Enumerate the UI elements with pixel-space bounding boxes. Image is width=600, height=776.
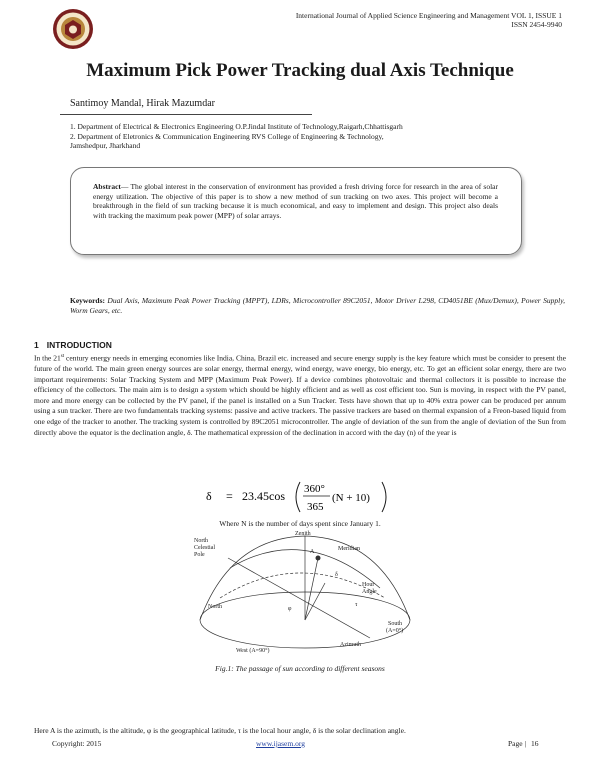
- footer-page: [508, 739, 538, 748]
- svg-text:=: =: [226, 489, 233, 503]
- formula-tail: (N + 10): [332, 492, 370, 504]
- intro-paragraph: [34, 352, 566, 438]
- footer-copyright: Copyright: 2015: [52, 739, 102, 748]
- journal-name: International Journal of Applied Science Engineering and Management VOL 1, ISSUE 1: [295, 11, 562, 20]
- abstract-label: Abstract: [93, 182, 121, 191]
- polar-axis: [228, 558, 370, 638]
- section-number: 1: [34, 340, 39, 350]
- sun-path-arc: [220, 573, 385, 598]
- sun-marker: [316, 556, 321, 561]
- formula-numerator: 360°: [304, 483, 325, 495]
- label-hour-angle-2: Angle: [362, 589, 377, 595]
- label-delta: δ: [335, 572, 338, 578]
- footer-url-link[interactable]: www.ijasem.org: [256, 739, 305, 748]
- figure-caption: Fig.1: The passage of sun according to different seasons: [215, 664, 385, 673]
- intro-superscript: st: [60, 354, 65, 359]
- journal-logo: [52, 8, 94, 50]
- sun-path-diagram: [190, 528, 420, 658]
- star-line: [305, 558, 318, 620]
- formula-caption: Where N is the number of days spent since January 1.: [219, 519, 381, 528]
- intro-text: century energy needs in emerging economies like India, China, Brazil etc. increased and secure energy supply is the key feature which must be consider to present the future of the world. The main green energy sources are solar energy, thermal energy, wind energy, wave energy, bio energy, etc. To get an efficient solar energy, there are two important requirements: Solar Tracking System and MPP (Maximum Peak Power). If a device combines photovoltaic and thermal collectors it is possible to increase the efficiency of the collectors. The main aim is to design a system which should be highly efficient and as well as cost efficient too. Sun is moving, in respect with the PV panel, more and more energy can be collected by the PV panel, if the panel is installed on a Sun Tracker. Tests have shown that up to 40% extra power can be produced per annum using a sun tracker. There are two fundamentals tracking systems: passive and active trackers. The passive trackers are based on thermal expansion of a Freon-based liquid from one edge of the tracker to another. The tracking system is controlled by 89C2051 microcontroller. The angle of deviation of the sun from the angle of deviation of the Sun from directly above the equator is the declination angle, δ. The mathematical expression of the declination in accord with the day (n) of the year is: [34, 353, 566, 437]
- page-number: 16: [530, 739, 539, 748]
- affiliations: [70, 122, 510, 151]
- affiliation-2: 2. Department of Eletronics & Communication Engineering RVS College of Engineering & Technology,: [70, 131, 384, 141]
- azimuth-line: [305, 583, 325, 620]
- keywords-text: Dual Axis, Maximum Peak Power Tracking (MPPT), LDRs, Microcontroller 89C2051, Motor Driver L298, CD4051BE (Mux/Demux), Power Supply, Worm Gears, etc.: [70, 296, 566, 315]
- label-ncp-1: North: [194, 538, 208, 544]
- formula-lhs: δ: [206, 489, 212, 503]
- label-phi: φ: [288, 606, 292, 612]
- journal-header: [296, 11, 562, 29]
- label-azimuth: Azimuth: [340, 642, 361, 648]
- label-south-1: South: [388, 621, 403, 627]
- paper-title: Maximum Pick Power Tracking dual Axis Technique: [86, 60, 514, 81]
- author-divider: [60, 114, 312, 115]
- abstract-box: [70, 167, 522, 255]
- journal-issn: ISSN 2454-9940: [511, 20, 562, 29]
- section-title: INTRODUCTION: [46, 340, 112, 350]
- label-hour-angle-1: Hour: [362, 582, 375, 588]
- label-ncp-2: Celestial: [194, 545, 215, 551]
- declination-formula: [204, 478, 404, 516]
- abstract-text: — The global interest in the conservation of environment has provided a fresh driving force for research in the area of solar energy utilization. The objective of this paper is to show a new method of sun tracking on two axes. This project will become a breakthrough in the field of sun tracking because it is much economical, and easy to implement and design. This project also deals with tracking the maximum peak power (MPP) of solar arrays.: [93, 182, 498, 220]
- label-tau: τ: [355, 602, 358, 608]
- label-ncp-3: Pole: [194, 552, 205, 558]
- formula-denominator: 365: [307, 501, 324, 513]
- label-zenith: Zenith: [295, 531, 311, 537]
- label-south-2: (A=0°): [386, 628, 404, 634]
- keywords: [70, 296, 565, 316]
- formula-coefficient: 23.45cos: [242, 489, 285, 503]
- label-west: West (A=90°): [236, 648, 270, 654]
- page-label: Page |: [508, 739, 526, 748]
- label-north: North: [208, 604, 222, 610]
- affiliation-2-cont: Jamshedpur, Jharkhand: [70, 141, 141, 150]
- label-a: A: [310, 549, 315, 555]
- author-list: Santimoy Mandal, Hirak Mazumdar: [70, 98, 215, 109]
- section-heading: [34, 340, 112, 350]
- footnote: Here A is the azimuth, is the altitude, φ is the geographical latitude, τ is the local hour angle, δ is the solar declination angle.: [34, 726, 406, 735]
- abstract: [93, 182, 498, 220]
- label-meridian: Meridian: [338, 546, 360, 552]
- keywords-label: Keywords:: [70, 296, 105, 305]
- intro-text-start: In the 21: [34, 353, 61, 363]
- affiliation-1: 1. Department of Electrical & Electronics Engineering O.P.Jindal Institute of Technology,Raigarh,Chhattisgarh: [70, 122, 403, 131]
